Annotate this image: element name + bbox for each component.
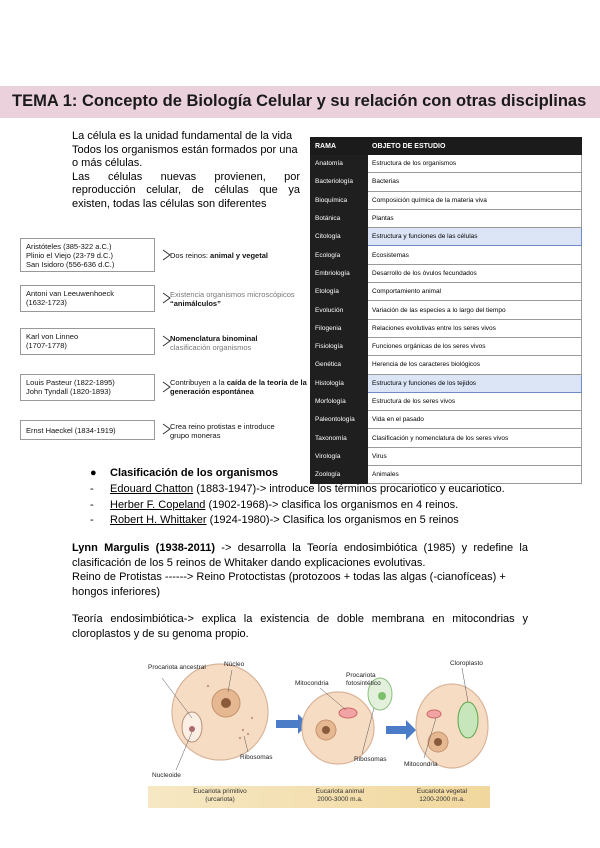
classification-section: ● Clasificación de los organismos - Edouard Chatton (1883-1947)-> introduce los términos procariotico y eucariotico. - Herber F. Copeland (1902-1968)-> clasifica los organismos en 4 reinos. - Robert H. Whittaker (1924-1980)-> Clasifica los organismos en 5 reinos: [90, 466, 505, 529]
biology-branches-table: [310, 137, 582, 484]
table-row: [311, 283, 582, 301]
stage-3: Eucariota vegetal 1200-2000 m.a.: [416, 788, 468, 803]
timeline-box-2: [20, 285, 155, 312]
branch-name: Bacteriología: [311, 173, 368, 191]
intro-line-1: La célula es la unidad fundamental de la vida: [72, 130, 293, 142]
label-nucleo: Núcleo: [224, 661, 245, 668]
table-row: [311, 264, 582, 282]
endosymbiosis-figure: [148, 658, 490, 810]
timeline-person: Ernst Haeckel (1834-1919): [26, 426, 116, 435]
label-ribosomas-1: Ribosomas: [240, 754, 273, 761]
branch-name: Paleontología: [311, 411, 368, 429]
mitochondria: [339, 708, 357, 718]
timeline-person: Louis Pasteur (1822-1895): [26, 378, 115, 387]
branch-object: Vida en el pasado: [368, 411, 582, 429]
branch-object: Estructura de los organismos: [368, 155, 582, 173]
branch-object: Estructura de los seres vivos: [368, 392, 582, 410]
branch-name: Histología: [311, 374, 368, 392]
table-row: [311, 173, 582, 191]
evolution-strip: [148, 786, 490, 808]
timeline-box-5: [20, 420, 155, 440]
margulis-text: -> desarrolla la Teoría endosimbiótica (1985) y redefine la clasificación de los 5 reinos de Whitaker dando explicaciones evolutivas.: [72, 542, 528, 569]
table-row: [311, 411, 582, 429]
nucleolus: [221, 698, 231, 708]
branch-object: Herencia de los caracteres biológicos: [368, 356, 582, 374]
list-item: - Robert H. Whittaker (1924-1980)-> Clasifica los organismos en 5 reinos: [90, 514, 459, 527]
branch-name: Zoología: [311, 466, 368, 484]
margulis-paragraph: [72, 541, 528, 599]
table-row: [311, 209, 582, 227]
table-row: [311, 319, 582, 337]
classification-heading: Clasificación de los organismos: [110, 467, 279, 479]
timeline-person: (1707-1778): [26, 341, 67, 350]
timeline-desc-2: Existencia organismos microscópicos “animálculos”: [170, 290, 295, 308]
table-row: [311, 155, 582, 173]
timeline-desc-3: Nomenclatura binominal clasificación organismos: [170, 334, 258, 352]
table-row: [311, 337, 582, 355]
label-ribosomas-2: Ribosomas: [354, 756, 387, 763]
table-row: [311, 191, 582, 209]
branch-name: Taxonomía: [311, 429, 368, 447]
page-title: TEMA 1: Concepto de Biología Celular y su relación con otras disciplinas: [12, 92, 587, 110]
branch-object: Desarrollo de los óvulos fecundados: [368, 264, 582, 282]
branch-object: Funciones orgánicas de los seres vivos: [368, 337, 582, 355]
branch-object: Plantas: [368, 209, 582, 227]
branch-name: Ecología: [311, 246, 368, 264]
list-item: - Edouard Chatton (1883-1947)-> introduce los términos procariotico y eucariotico.: [90, 482, 505, 495]
timeline-person: Karl von Linneo: [26, 332, 79, 341]
header-objeto: OBJETO DE ESTUDIO: [368, 138, 582, 155]
timeline-person: John Tyndall (1820-1893): [26, 387, 111, 396]
table-row: [311, 246, 582, 264]
branch-name: Anatomía: [311, 155, 368, 173]
branch-name: Filogenia: [311, 319, 368, 337]
timeline-person: San Isidoro (556-636 d.C.): [26, 260, 115, 269]
protistas-text: Reino de Protistas ------> Reino Protoctistas (protozoos + todas las algas (-cianofíceas) + hongos inferiores): [72, 571, 506, 598]
branch-name: Botánica: [311, 209, 368, 227]
table-row: [311, 356, 582, 374]
animal-cell: [302, 692, 374, 764]
branch-name: Citología: [311, 228, 368, 246]
table-row: [311, 447, 582, 465]
branch-name: Fisiología: [311, 337, 368, 355]
timeline-box-4: [20, 374, 155, 401]
table-header-row: [311, 138, 582, 155]
title-banner: [0, 86, 600, 118]
branch-object: Composición química de la materia viva: [368, 191, 582, 209]
timeline-desc-1: Dos reinos: animal y vegetal: [170, 251, 268, 260]
table-row: [311, 429, 582, 447]
branch-object: Ecosistemas: [368, 246, 582, 264]
endosymbiotic-paragraph: Teoría endosimbiótica-> explica la existencia de doble membrana en mitocondrias y cloroplastos y de su genoma propio.: [72, 613, 528, 640]
branch-name: Virología: [311, 447, 368, 465]
timeline-box-1: [20, 238, 155, 272]
branch-object: Virus: [368, 447, 582, 465]
timeline-person: Aristóteles (385-322 a.C.): [26, 242, 112, 251]
timeline-person: Plinio el Viejo (23-79 d.C.): [26, 251, 113, 260]
endosymbiosis-diagram: [148, 658, 490, 786]
branch-object: Variación de las especies a lo largo del tiempo: [368, 301, 582, 319]
branch-object: Animales: [368, 466, 582, 484]
label-procariota-ancestral: Procariota ancestral: [148, 664, 206, 671]
branch-object: Comportamiento animal: [368, 283, 582, 301]
margulis-name: Lynn Margulis (1938-2011): [72, 542, 216, 554]
chloroplast: [458, 702, 478, 738]
branch-name: Morfología: [311, 392, 368, 410]
branch-name: Embriología: [311, 264, 368, 282]
branch-name: Evolución: [311, 301, 368, 319]
label-mitocondria-2: Mitocondria: [404, 761, 438, 768]
timeline-person: (1632-1723): [26, 298, 67, 307]
timeline-desc-4: Contribuyen a la caída de la teoría de la generación espontánea: [170, 378, 307, 396]
branch-name: Etología: [311, 283, 368, 301]
table-row: [311, 301, 582, 319]
label-mitocondria-1: Mitocondria: [295, 680, 329, 687]
branch-object: Estructura y funciones de las células: [368, 228, 582, 246]
list-item: - Herber F. Copeland (1902-1968)-> clasifica los organismos en 4 reinos.: [90, 498, 459, 511]
table-row: [311, 228, 582, 246]
arrow-icon: [386, 720, 416, 740]
nucleoid: [189, 726, 195, 732]
branch-object: Clasificación y nomenclatura de los seres vivos: [368, 429, 582, 447]
label-procariota-fotosintetico: Procariota fotosintético: [346, 672, 381, 687]
branch-object: Bacterias: [368, 173, 582, 191]
branch-name: Bioquímica: [311, 191, 368, 209]
intro-line-3: Las células nuevas provienen, por reproducción celular, de células que ya existen, todas las células son diferentes: [72, 170, 300, 210]
branch-object: Relaciones evolutivas entre los seres vivos: [368, 319, 582, 337]
timeline-person: Antoni van Leeuwenhoeck: [26, 289, 114, 298]
intro-line-2: Todos los organismos están formados por una o más células.: [72, 143, 298, 169]
timeline-box-3: [20, 328, 155, 355]
stage-2: Eucariota animal 2000-3000 m.a.: [315, 788, 365, 803]
stage-1: Eucariota primitivo (urcariota): [193, 788, 247, 803]
header-rama: RAMA: [311, 138, 368, 155]
branch-name: Genética: [311, 356, 368, 374]
intro-text: [72, 130, 300, 211]
timeline-desc-5: Crea reino protistas e introduce grupo moneras: [170, 422, 275, 440]
table-row: [311, 392, 582, 410]
table-row: [311, 374, 582, 392]
branch-object: Estructura y funciones de los tejidos: [368, 374, 582, 392]
label-cloroplasto: Cloroplasto: [450, 660, 483, 667]
label-nucleoide: Nucleoide: [152, 772, 181, 779]
